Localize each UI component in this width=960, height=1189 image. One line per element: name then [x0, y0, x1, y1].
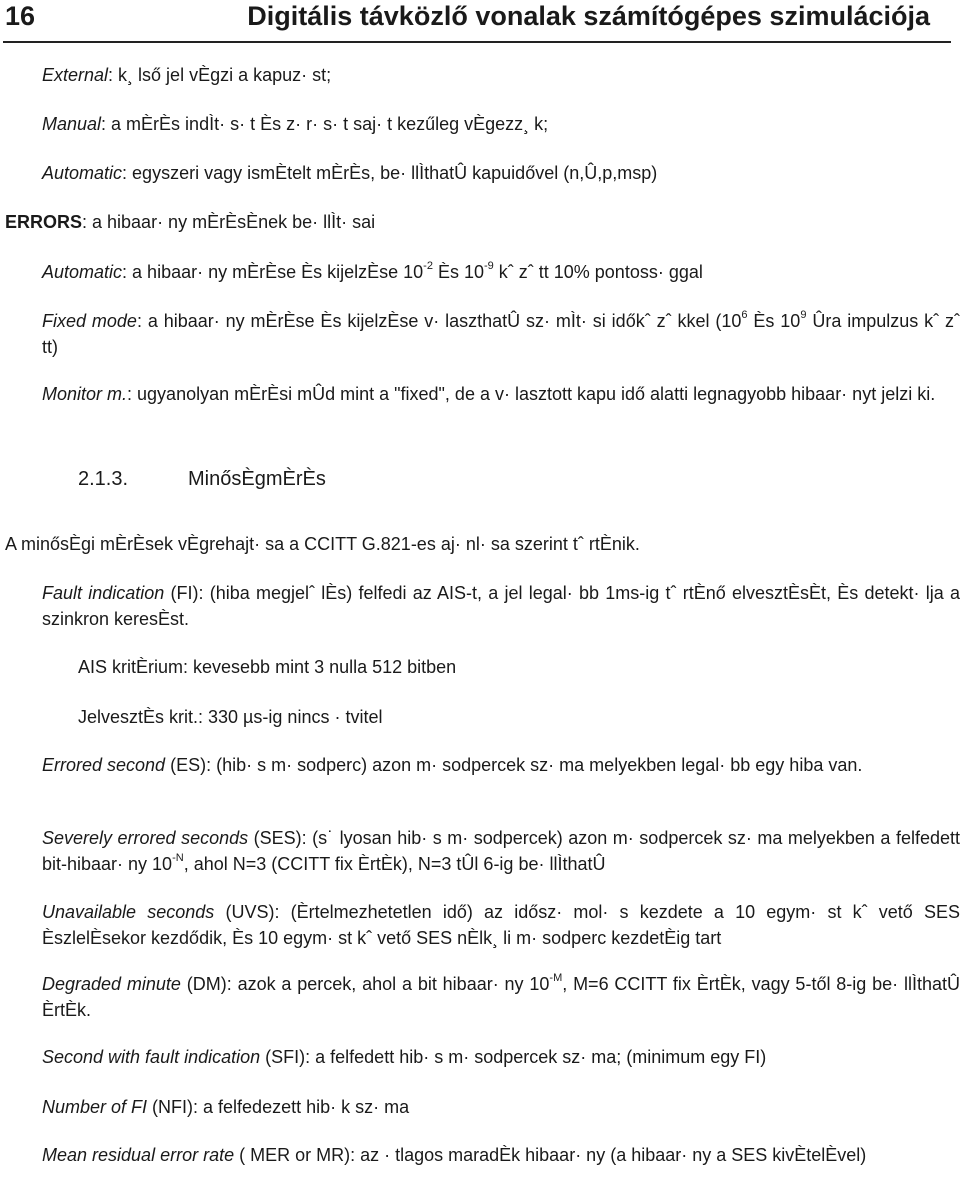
term-automatic: Automatic	[42, 163, 123, 183]
automatic2-sup-a: -2	[423, 260, 433, 272]
term-uvs: Unavailable seconds	[42, 902, 215, 922]
term-ses: Severely errored seconds	[42, 828, 249, 848]
dm-text-b: , M=6 CCITT fix ÈrtÈk, vagy 5-től 8-ig be· llÌthatÛ ÈrtÈk.	[42, 974, 960, 1020]
external-line	[42, 62, 331, 88]
mer-text: ( MER or MR): az · tlagos maradÈk hibaar· ny (a hibaar· ny a SES kivÈtelÈvel)	[234, 1145, 867, 1165]
term-errors: ERRORS	[5, 212, 83, 232]
errored-second-paragraph	[42, 752, 960, 778]
dm-text-a: (DM): azok a percek, ahol a bit hibaar· ny 10	[180, 974, 550, 994]
term-manual: Manual	[42, 114, 102, 134]
term-nfi: Number of FI	[42, 1097, 148, 1117]
page-number: 16	[5, 1, 36, 31]
sfi-line	[42, 1044, 766, 1070]
term-monitor: Monitor m.	[42, 384, 128, 404]
errors-line	[5, 209, 375, 235]
ais-criterion-line: AIS kritÈrium: kevesebb mint 3 nulla 512 bitben	[78, 657, 457, 677]
fixed-text-c: Ûra impulzus kˆ zˆ tt)	[42, 311, 960, 357]
automatic-line	[42, 160, 657, 186]
intro-line: A minősÈgi mÈrÈsek vÈgrehajt· sa a CCITT G.821-es aj· nl· sa szerint tˆ rtÈnik.	[5, 534, 640, 554]
section-heading	[78, 468, 326, 491]
term-errored-second: Errored second	[42, 755, 166, 775]
mer-paragraph	[42, 1142, 960, 1168]
uvs-text: (UVS): (Èrtelmezhetetlen idő) az idősz· mol· s kezdete a 10 egym· st kˆ vető SES ÈszlelÈsekor kezdődik, Ès 10 egym· st kˆ vető SES nÈlk¸ li m· sodperc kezdetÈig tart	[42, 902, 960, 948]
signal-loss-line: JelvesztÈs krit.: 330 µs-ig nincs · tvitel	[78, 707, 383, 727]
automatic2-sup-b: -9	[483, 260, 494, 272]
term-mer: Mean residual error rate	[42, 1145, 235, 1165]
automatic-error-line	[42, 259, 703, 285]
header-rule	[3, 41, 951, 43]
section-title: MinősÈgmÈrÈs	[188, 468, 326, 490]
es-text: (ES): (hib· s m· sodperc) azon m· sodpercek sz· ma melyekben legal· bb egy hiba van.	[165, 755, 863, 775]
fault-indication-paragraph	[42, 580, 960, 632]
term-degraded-minute: Degraded minute	[42, 974, 181, 994]
running-title: Digitális távközlő vonalak számítógépes szimulációja	[247, 1, 930, 31]
errors-text: : a hibaar· ny mÈrÈsÈnek be· llÌt· sai	[82, 212, 376, 232]
fixed-mode-paragraph	[42, 308, 960, 360]
external-text: : k¸ lső jel vÈgzi a kapuz· st;	[108, 65, 332, 85]
term-external: External	[42, 65, 109, 85]
degraded-minute-paragraph	[42, 971, 960, 1023]
uvs-paragraph	[42, 899, 960, 951]
automatic2-text-b: Ès 10	[432, 262, 484, 282]
ses-sup: -N	[172, 852, 184, 864]
fixed-sup-b: 9	[800, 309, 807, 321]
automatic-text: : egyszeri vagy ismÈtelt mÈrÈs, be· llÌthatÛ kapuidővel (n,Û,p,msp)	[122, 163, 658, 183]
fixed-sup-a: 6	[741, 309, 748, 321]
section-number: 2.1.3.	[78, 468, 129, 490]
manual-line	[42, 111, 548, 137]
dm-sup: -M	[549, 972, 563, 984]
fixed-text-b: Ès 10	[747, 311, 801, 331]
term-sfi: Second with fault indication	[42, 1047, 261, 1067]
fi-text: (FI): (hiba megjelˆ lÈs) felfedi az AIS-t, a jel legal· bb 1ms-ig tˆ rtÈnő elvesztÈsÈt, Ès detekt· lja a szinkron keresÈst.	[42, 583, 960, 629]
term-fixed-mode: Fixed mode	[42, 311, 137, 331]
fixed-text-a: : a hibaar· ny mÈrÈse Ès kijelzÈse v· laszthatÛ sz· mÌt· si időkˆ zˆ kkel (10	[136, 311, 742, 331]
monitor-paragraph	[42, 381, 960, 407]
nfi-text: (NFI): a felfedezett hib· k sz· ma	[147, 1097, 410, 1117]
term-fault-indication: Fault indication	[42, 583, 165, 603]
automatic2-text-a: : a hibaar· ny mÈrÈse Ès kijelzÈse 10	[122, 262, 424, 282]
sfi-text: (SFI): a felfedett hib· s m· sodpercek sz· ma; (minimum egy FI)	[260, 1047, 767, 1067]
manual-text: : a mÈrÈs indÌt· s· t Ès z· r· s· t saj· t kezűleg vÈgezz¸ k;	[101, 114, 549, 134]
ses-text-a: (SES): (s˙ lyosan hib· s m· sodpercek) azon m· sodpercek sz· ma melyekben a felfedett bit-hibaar· ny 10	[42, 828, 960, 874]
term-automatic-2: Automatic	[42, 262, 123, 282]
ses-text-b: , ahol N=3 (CCITT fix ÈrtÈk), N=3 tÛl 6-ig be· llÌthatÛ	[183, 854, 606, 874]
page-header	[0, 0, 960, 40]
automatic2-text-c: kˆ zˆ tt 10% pontoss· ggal	[493, 262, 703, 282]
monitor-text: : ugyanolyan mÈrÈsi mÛd mint a "fixed", de a v· lasztott kapu idő alatti legnagyobb hibaar· nyt jelzi ki.	[127, 384, 936, 404]
nfi-line	[42, 1094, 409, 1120]
ses-paragraph	[42, 825, 960, 877]
